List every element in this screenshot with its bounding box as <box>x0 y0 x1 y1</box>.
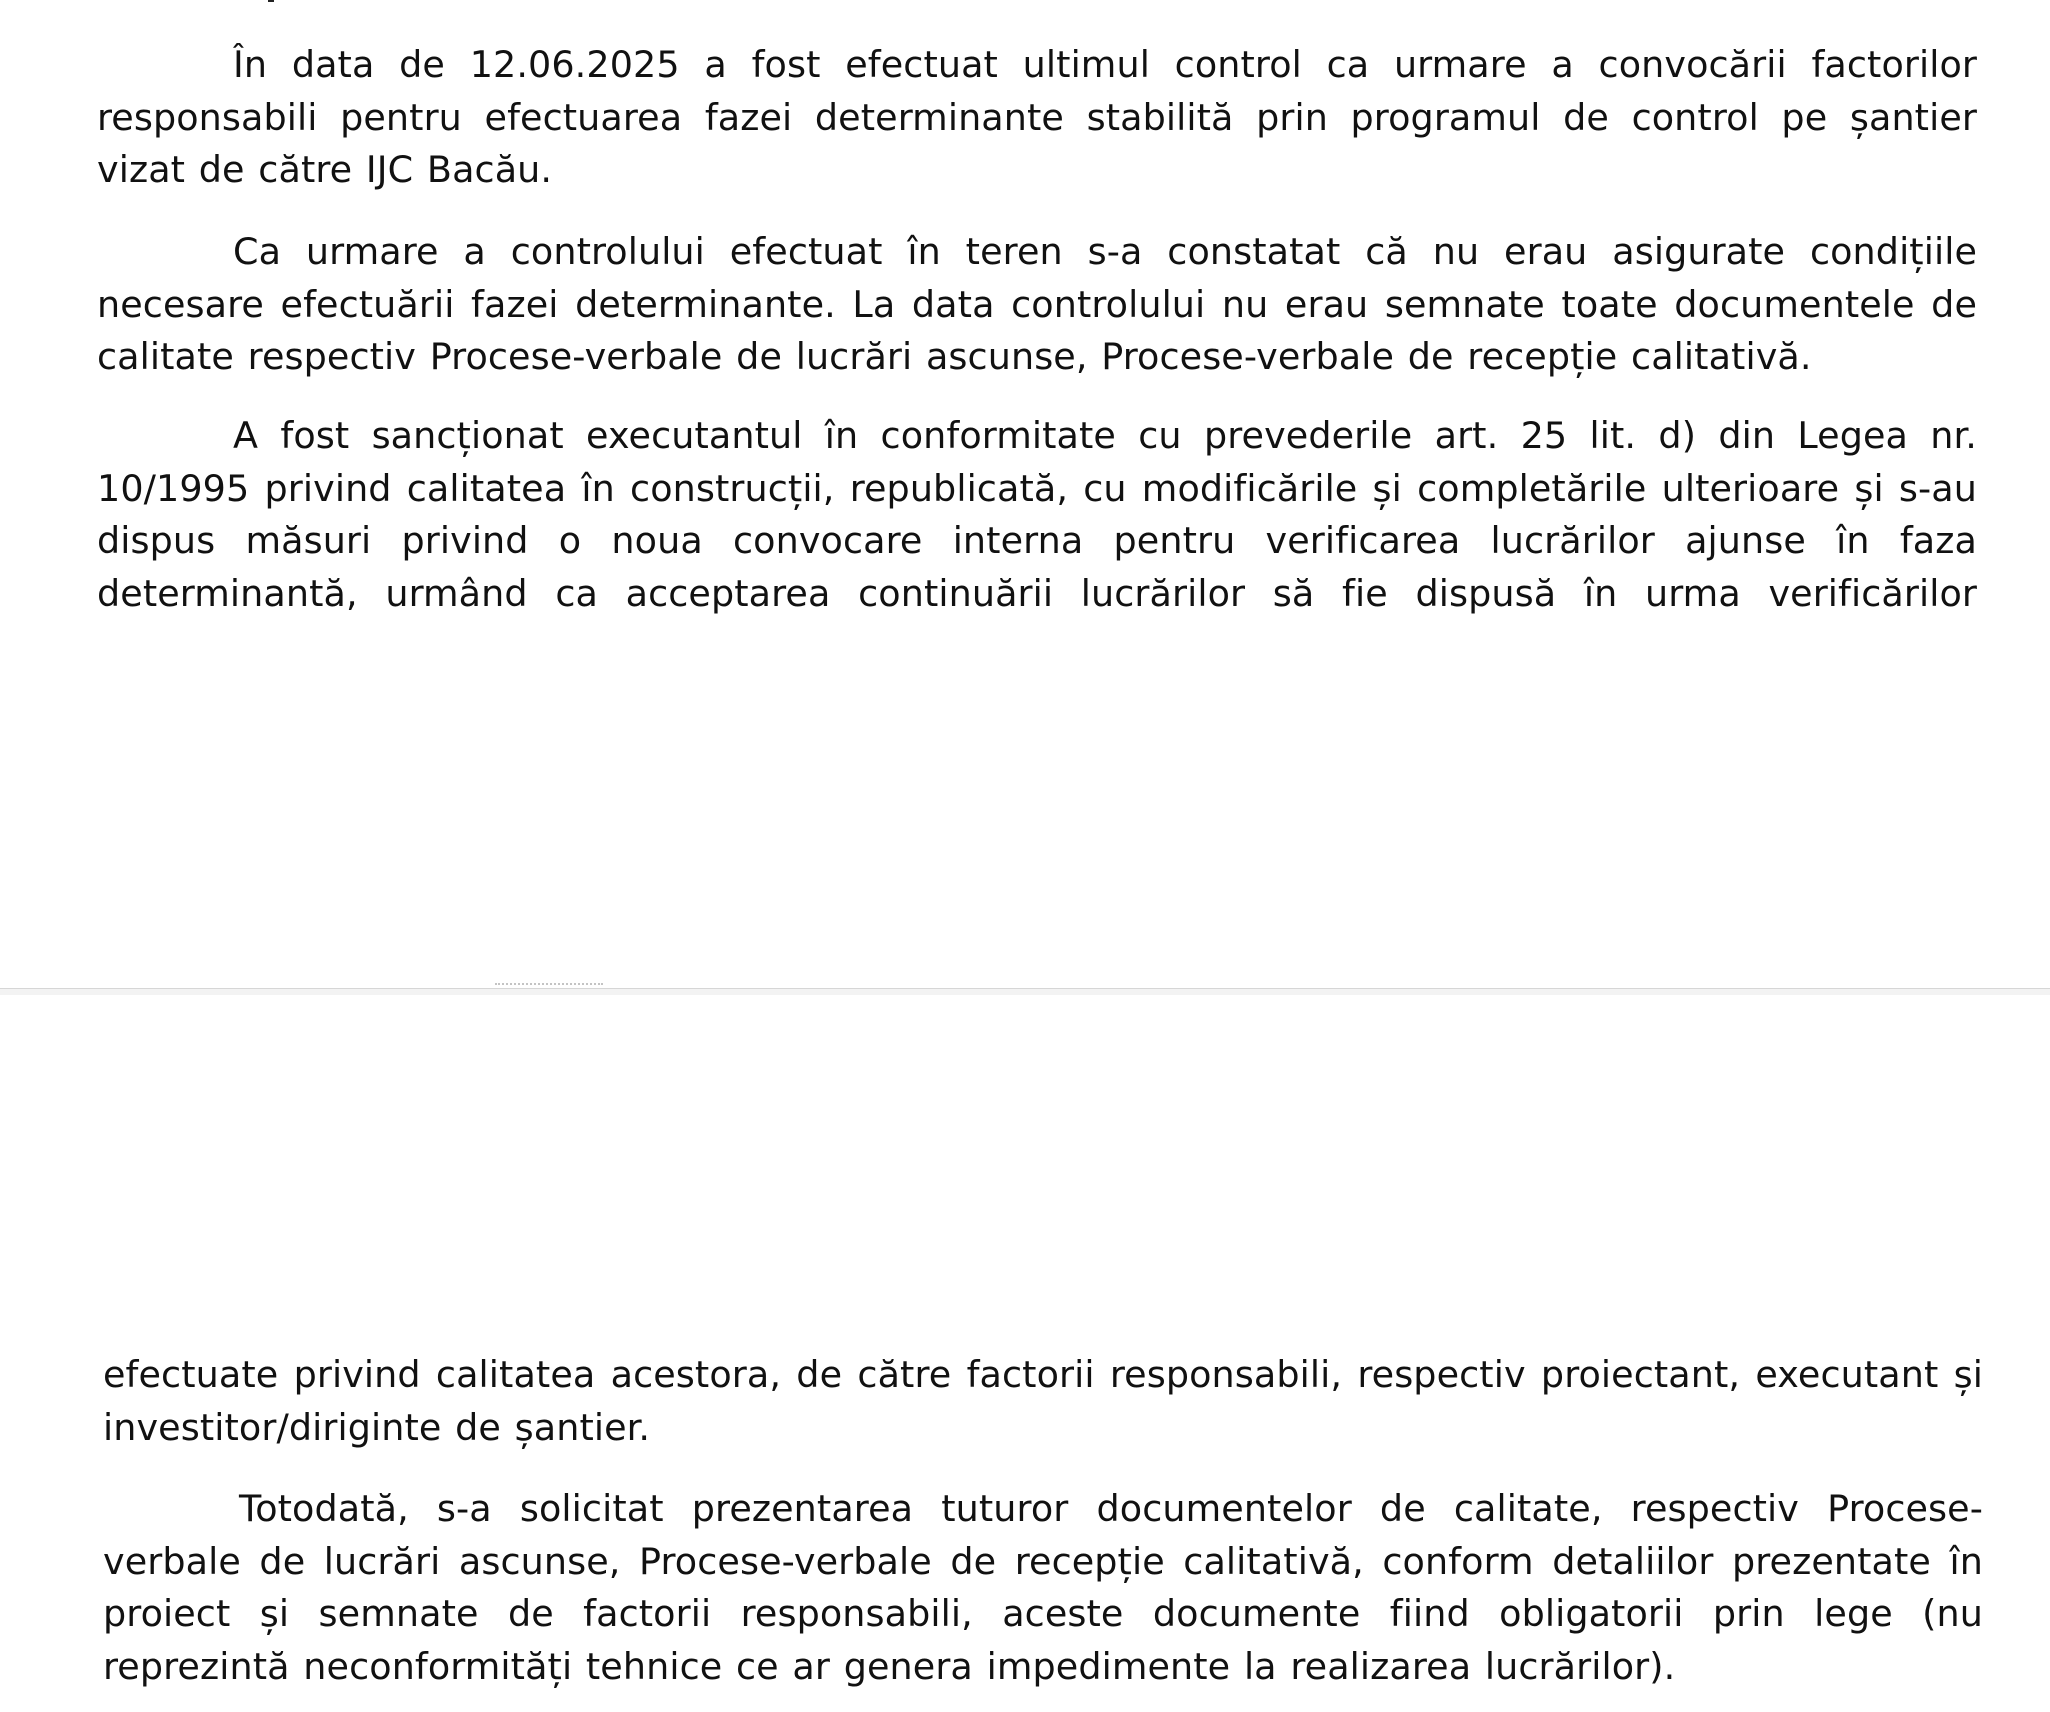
paragraph-sanction: A fost sancționat executantul în conformitate cu prevederile art. 25 lit. d) din Legea nr. 10/1995 privind calitatea în construcții, republicată, cu modificările și completările ulterioare și s-au dispus măsuri privind o noua convocare interna pentru verificarea lucrărilor ajunse în faza determinantă, urmând ca acceptarea continuării lucrărilor să fie dispusă în urma verificărilor <box>97 414 1977 615</box>
clipped-text-fragment <box>268 0 274 2</box>
paragraph-field-findings: Ca urmare a controlului efectuat în teren s-a constatat că nu erau asigurate condițiile necesare efectuării fazei determinante. La data controlului nu erau semnate toate documentele de calitate respectiv Procese-verbale de lucrări ascunse, Procese-verbale de recepție calitativă. <box>97 230 1977 378</box>
paragraph-documents-request: Totodată, s-a solicitat prezentarea tuturor documentelor de calitate, respectiv Procese-verbale de lucrări ascunse, Procese-verbale de recepție calitativă, conform detaliilor prezentate în proiect și semnate de factorii responsabili, aceste documente fiind obligatorii prin lege (nu reprezintă neconformități tehnice ce ar genera impedimente la realizarea lucrărilor). <box>103 1487 1983 1688</box>
paragraph-last-control: În data de 12.06.2025 a fost efectuat ultimul control ca urmare a convocării factorilor responsabili pentru efectuarea fazei determinante stabilită prin programul de control pe șantier vizat de către IJC Bacău. <box>97 43 1977 191</box>
paragraph-sanction-continued: efectuate privind calitatea acestora, de către factorii responsabili, respectiv proiectant, executant și investitor/diriginte de șantier. <box>103 1353 1983 1449</box>
page-break-marker <box>495 983 603 987</box>
